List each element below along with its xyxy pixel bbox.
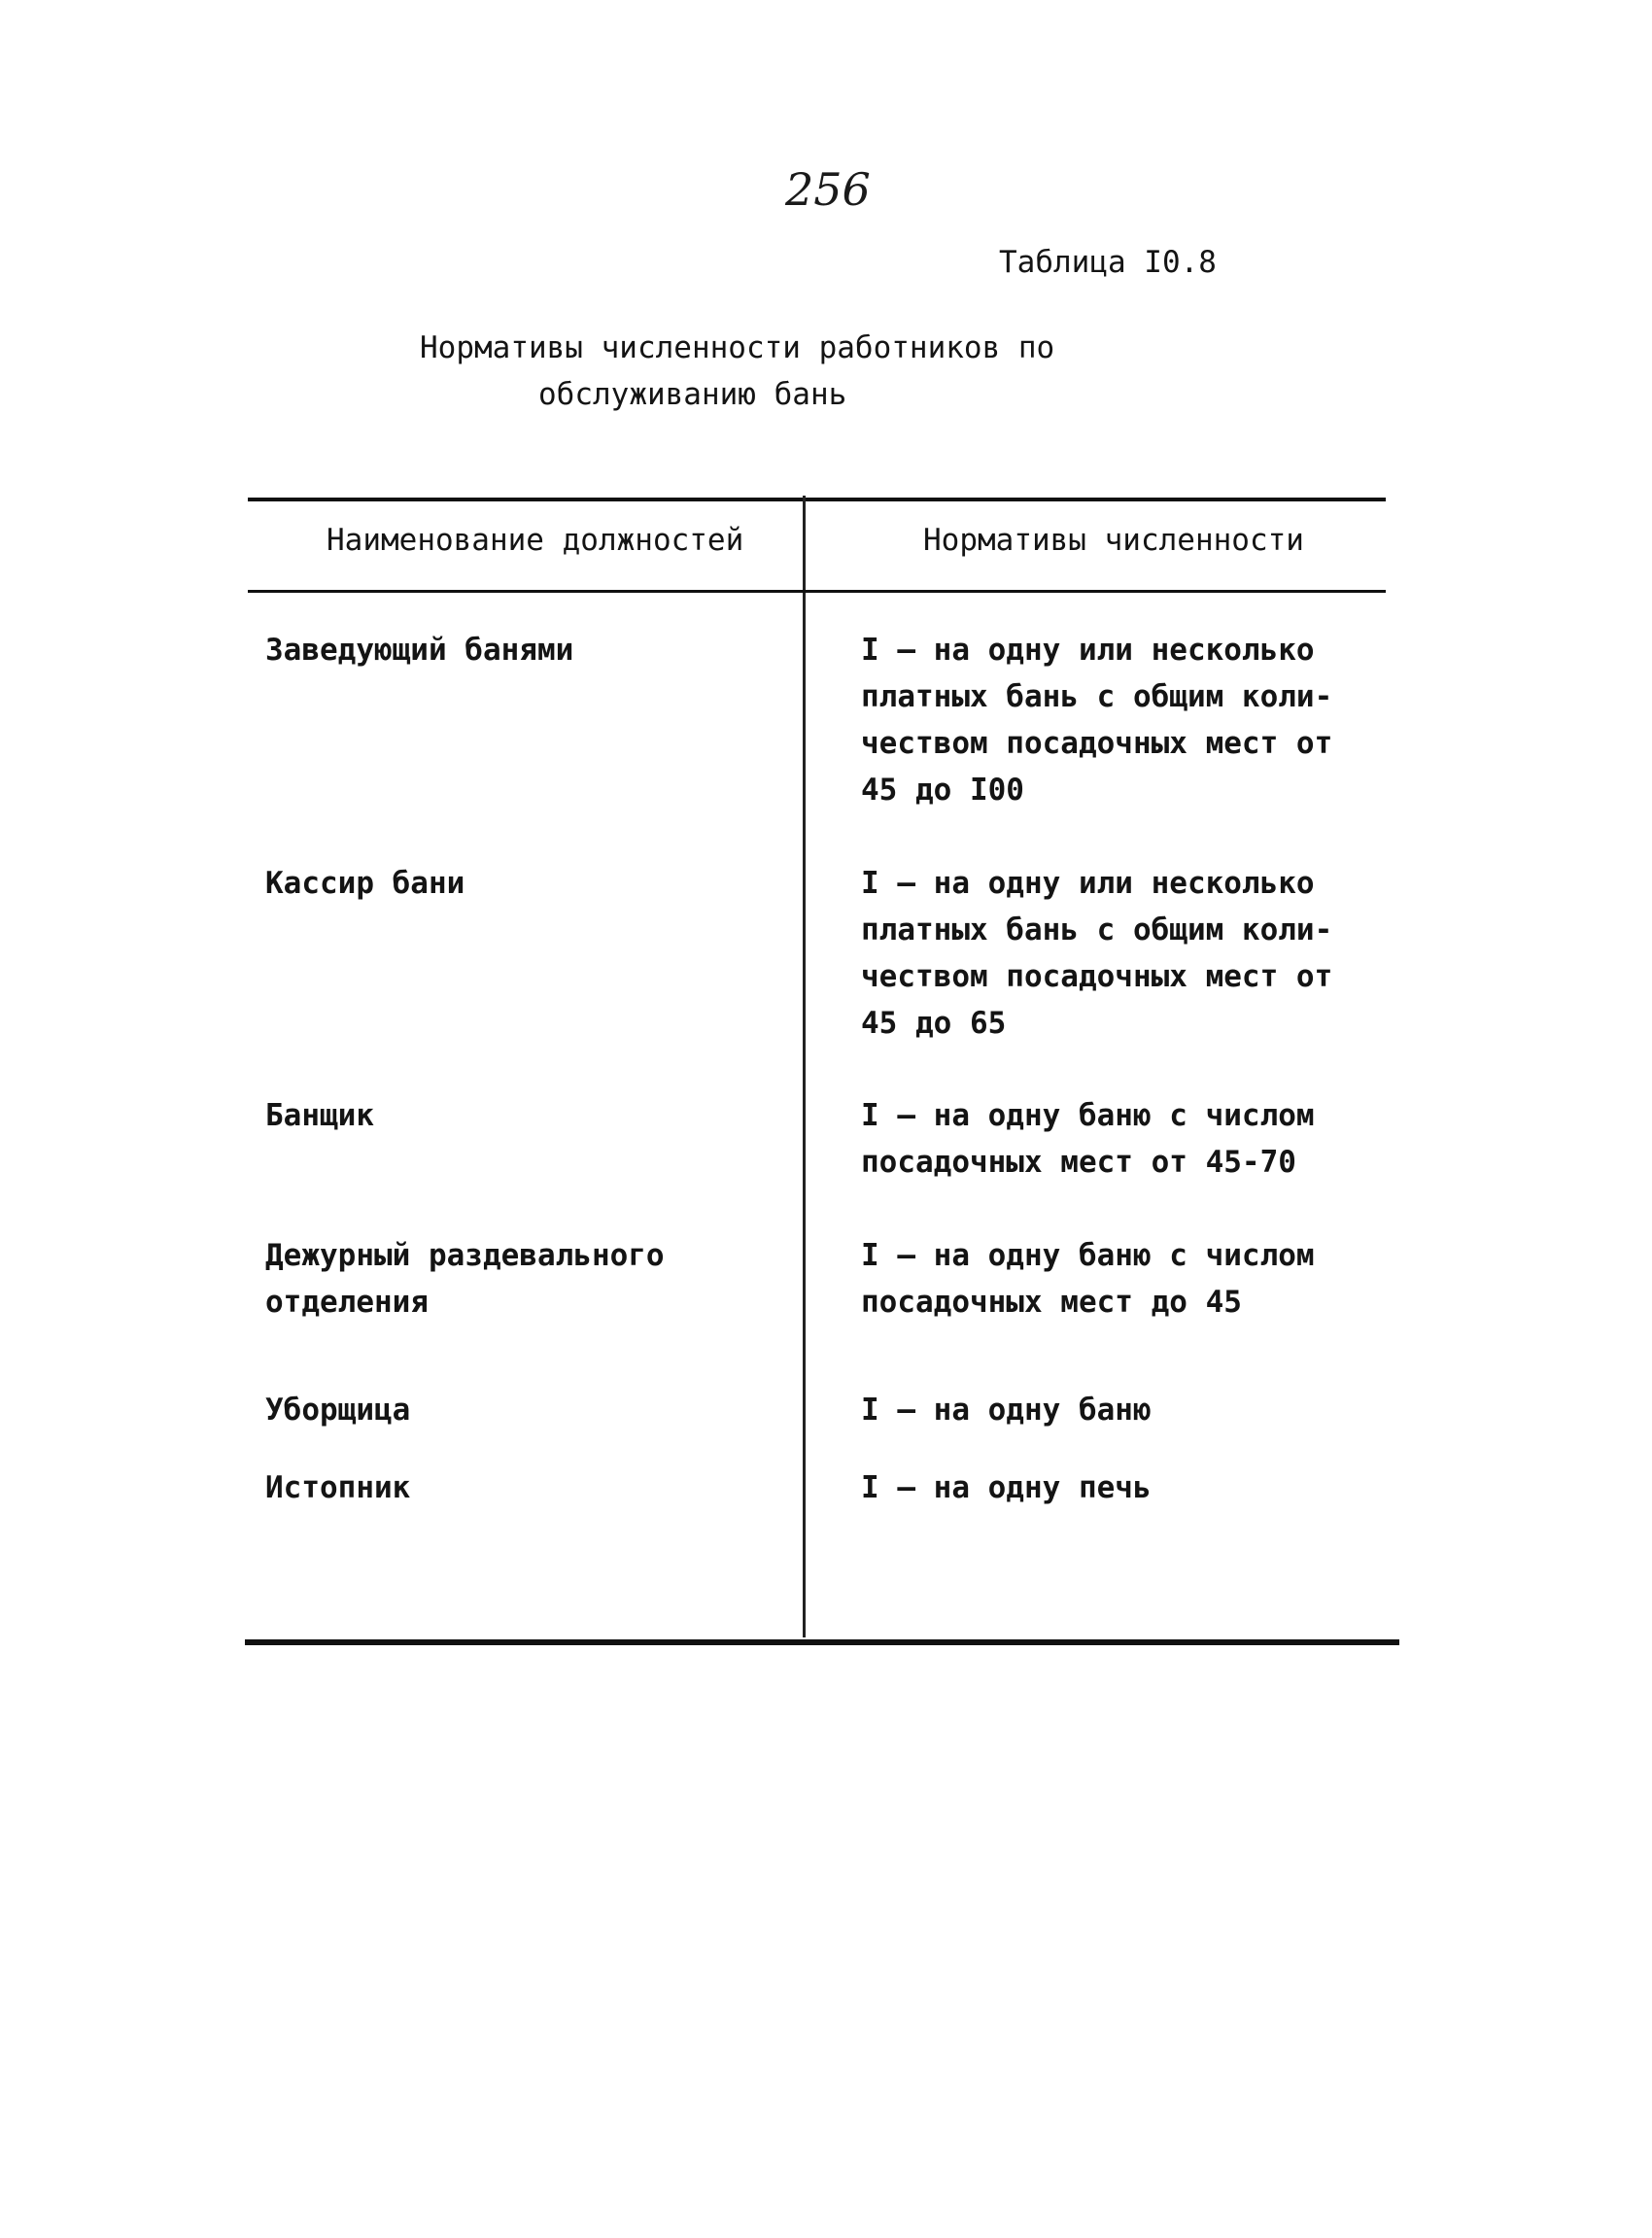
- table-bottom-rule: [245, 1639, 1399, 1645]
- table-row-norm: I – на одну баню с числом посадочных мест до 45: [861, 1238, 1315, 1320]
- page-number: 256: [785, 163, 871, 216]
- column-divider: [803, 496, 806, 1637]
- table-title-line-2: обслуживанию бань: [538, 377, 847, 412]
- table-row-position: Банщик: [265, 1098, 374, 1133]
- table-row-position: Дежурный раздевального отделения: [265, 1238, 665, 1320]
- table-title-line-1: Нормативы численности работников по: [420, 330, 1055, 365]
- table-title: [420, 325, 1294, 418]
- table-row-position: Истопник: [265, 1470, 411, 1505]
- table-row-position: Заведующий банями: [265, 633, 574, 668]
- table-row-norm: I – на одну печь: [861, 1470, 1152, 1505]
- header-norm: Нормативы численности: [923, 523, 1304, 558]
- table-top-rule: [248, 498, 1386, 501]
- header-position: Наименование должностей: [327, 523, 744, 558]
- table-label: Таблица I0.8: [999, 245, 1217, 280]
- table-header-rule: [248, 590, 1386, 593]
- table-row-norm: I – на одну баню: [861, 1393, 1152, 1428]
- table-row-norm: I – на одну баню с числом посадочных мест от 45-70: [861, 1098, 1315, 1180]
- table-row-norm: I – на одну или несколько платных бань с общим коли- чеством посадочных мест от 45 до 65: [861, 866, 1333, 1041]
- table-row-norm: I – на одну или несколько платных бань с общим коли- чеством посадочных мест от 45 до I00: [861, 633, 1333, 808]
- table-row-position: Кассир бани: [265, 866, 465, 901]
- table-row-position: Уборщица: [265, 1393, 411, 1428]
